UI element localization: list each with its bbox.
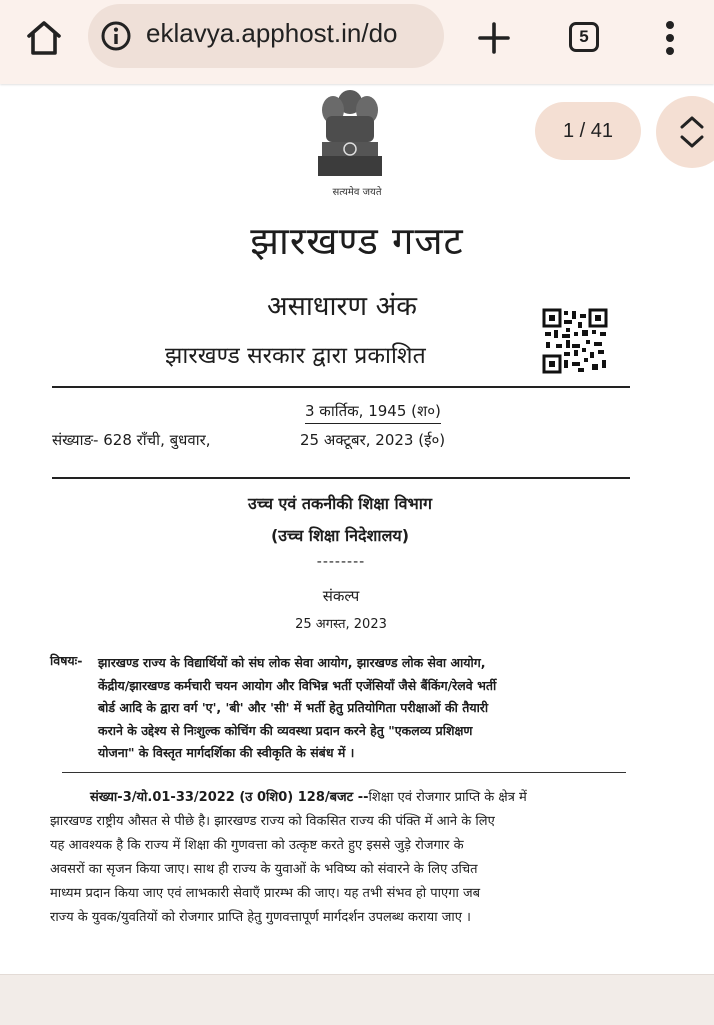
subject-line: झारखण्ड राज्य के विद्यार्थियों को संघ लोक सेवा आयोग, झारखण्ड लोक सेवा आयोग, xyxy=(98,655,486,670)
department-heading: उच्च एवं तकनीकी शिक्षा विभाग xyxy=(248,494,432,513)
gazette-subtitle: असाधारण अंक xyxy=(267,291,417,322)
body-line: माध्यम प्रदान किया जाए एवं लाभकारी सेवाएँ प्रारम्भ की जाए। यह तभी संभव हो पाएगा जब xyxy=(50,886,481,901)
header-rule-top xyxy=(52,386,630,388)
tab-count: 5 xyxy=(569,22,599,52)
plus-icon xyxy=(470,14,518,62)
home-button[interactable] xyxy=(20,14,68,62)
browser-toolbar xyxy=(0,0,714,84)
body-line: राज्य के युवक/युवतियों को रोजगार प्राप्ति हेतु गुणवत्तापूर्ण मार्गदर्शन उपलब्ध कराया जाए । xyxy=(50,910,471,925)
address-bar[interactable] xyxy=(88,4,444,68)
header-rule-bottom xyxy=(52,477,630,479)
overflow-menu-button[interactable] xyxy=(650,14,690,62)
tab-switcher-button[interactable] xyxy=(560,14,608,62)
url-text[interactable]: eklavya.apphost.in/do xyxy=(146,18,398,48)
fast-scroll-handle[interactable] xyxy=(656,96,714,168)
gazette-publisher: झारखण्ड सरकार द्वारा प्रकाशित xyxy=(165,343,426,369)
chevron-up-down-icon xyxy=(656,96,714,168)
more-vert-icon xyxy=(650,14,690,62)
body-paragraph xyxy=(50,786,630,930)
reference-number: संख्या-3/यो.01-33/2022 (उ 0शि0) 128/बजट -- xyxy=(90,790,369,805)
pdf-page[interactable] xyxy=(0,84,714,974)
separator: -------- xyxy=(316,554,366,570)
resolution-date: 25 अगस्त, 2023 xyxy=(295,617,387,632)
info-icon xyxy=(100,20,132,52)
emblem-motto: सत्यमेव जयते xyxy=(332,187,382,198)
body-line: झारखण्ड राष्ट्रीय औसत से पीछे है। झारखण्ड राज्य को विकसित राज्य की पंक्ति में आने के लिए xyxy=(50,814,495,829)
gazette-title: झारखण्ड गजट xyxy=(250,219,464,263)
subject-label: विषयः- xyxy=(50,653,83,668)
viewer-bottom-area xyxy=(0,974,714,1025)
subject-line: बोर्ड आदि के द्वारा वर्ग 'ए', 'बी' और 'सी' में भर्ती हेतु प्रतियोगिता परीक्षाओं की तैयारी xyxy=(98,700,489,715)
body-line-text: शिक्षा एवं रोजगार प्राप्ति के क्षेत्र में xyxy=(368,790,527,805)
home-icon xyxy=(20,14,68,62)
body-line: यह आवश्यक है कि राज्य में शिक्षा की गुणवत्ता को उत्कृष्ट करते हुए इससे जुड़े रोजगार के xyxy=(50,838,464,853)
directorate-heading: (उच्च शिक्षा निदेशालय) xyxy=(270,526,410,545)
subject-line: योजना" के विस्तृत मार्गदर्शिका की स्वीकृति के संबंध में । xyxy=(98,745,355,760)
subject-line: कराने के उद्देश्य से निःशुल्क कोचिंग की व्यवस्था प्रदान करने हेतु "एकलव्य प्रशिक्षण xyxy=(98,722,473,738)
new-tab-button[interactable] xyxy=(470,14,518,62)
subject-text xyxy=(98,652,628,765)
date-gregorian: 25 अक्टूबर, 2023 (ई०) xyxy=(300,431,446,449)
subject-rule xyxy=(62,772,626,773)
subject-line: केंद्रीय/झारखण्ड कर्मचारी चयन आयोग और विभिन्न भर्ती एजेंसियाँ जैसे बैंकिंग/रेलवे भर्ती xyxy=(98,677,497,693)
qr-code-icon xyxy=(542,308,608,374)
issue-number: संख्याङ- 628 राँची, बुधवार, xyxy=(52,431,211,449)
site-info-button[interactable] xyxy=(100,20,132,52)
page-counter: 1 / 41 xyxy=(535,102,641,160)
date-saka: 3 कार्तिक, 1945 (श०) xyxy=(305,401,441,424)
body-line: अवसरों का सृजन किया जाए। साथ ही राज्य के युवाओं के भविष्य को संवारने के लिए उचित xyxy=(50,862,478,877)
national-emblem-icon xyxy=(300,86,400,178)
body-line xyxy=(50,786,630,810)
resolution-title: संकल्प xyxy=(322,587,360,605)
